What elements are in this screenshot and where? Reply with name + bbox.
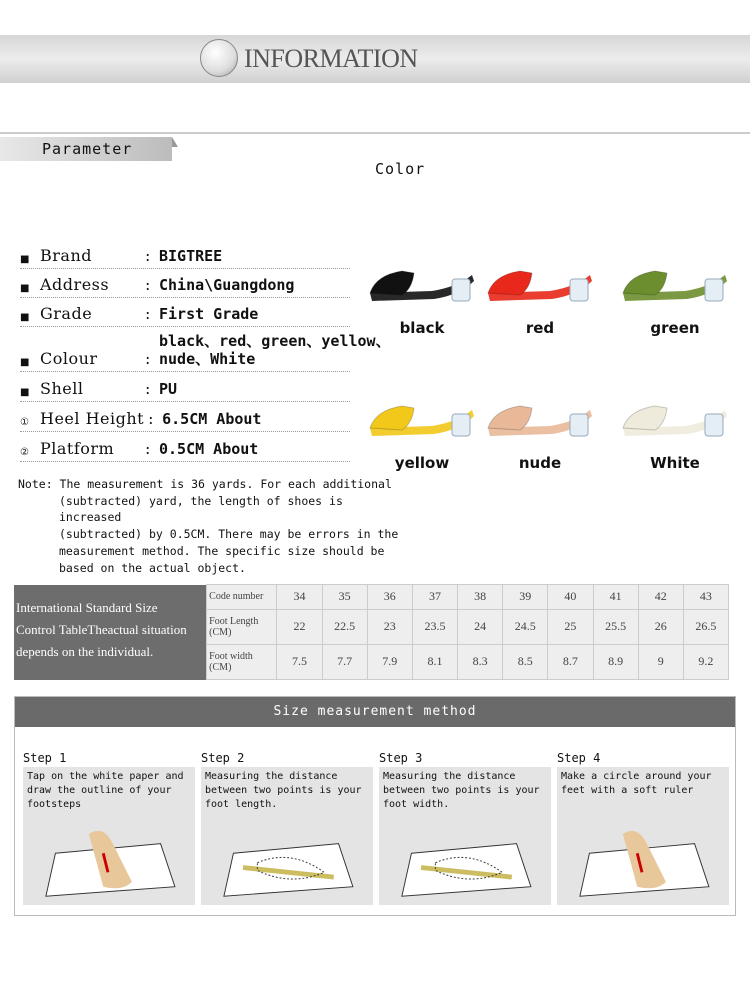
foot-illustration-icon	[33, 815, 183, 901]
bullet-icon: ■	[20, 357, 30, 368]
colon: :	[145, 304, 151, 323]
bullet-icon: ①	[20, 417, 29, 428]
sandal-image	[480, 380, 600, 450]
colon: :	[145, 379, 151, 398]
spec-value: black、red、green、yellow、 nude、White	[159, 332, 391, 368]
spec-value: BIGTREE	[159, 247, 223, 265]
spec-key: Heel Height	[40, 409, 145, 428]
step-panel	[557, 767, 729, 905]
sandal-image	[615, 380, 735, 450]
shoe-yellow[interactable]	[362, 380, 482, 472]
spec-row-grade	[20, 298, 350, 327]
spec-key: Brand	[40, 246, 92, 265]
spec-row-heel-height	[20, 402, 350, 432]
table-cell: 42	[638, 585, 683, 610]
table-cell: 7.7	[322, 644, 367, 679]
header-title: INFORMATION	[244, 44, 418, 73]
note-line: measurement method. The specific size should be	[59, 543, 385, 558]
shoe-white[interactable]	[615, 380, 735, 472]
table-cell: 8.7	[548, 644, 593, 679]
step-label: Step 4	[557, 751, 601, 765]
table-cell: 40	[548, 585, 593, 610]
foot-illustration-icon	[567, 815, 717, 901]
step-2	[201, 751, 373, 905]
colon: :	[145, 275, 151, 294]
spec-key: Shell	[40, 379, 84, 398]
spec-key: Grade	[40, 304, 93, 323]
table-cell: 8.1	[412, 644, 457, 679]
table-cell: 38	[458, 585, 503, 610]
table-row	[14, 585, 729, 610]
note-line: Note: The measurement is 36 yards. For each additional	[18, 477, 392, 491]
color-label: White	[650, 454, 700, 472]
table-cell: 23.5	[412, 609, 457, 644]
shoe-black[interactable]	[362, 245, 482, 337]
information-header	[0, 35, 750, 83]
step-panel	[201, 767, 373, 905]
table-cell: 41	[593, 585, 638, 610]
divider	[0, 132, 750, 134]
table-lead: International Standard Size Control TableTheactual situation depends on the individual.	[14, 585, 207, 680]
table-cell: 34	[277, 585, 322, 610]
bullet-icon: ②	[20, 447, 29, 458]
spec-row-address	[20, 269, 350, 298]
color-label: red	[525, 319, 555, 337]
table-cell: 25.5	[593, 609, 638, 644]
step-4	[557, 751, 729, 905]
ruler-illustration-icon	[211, 815, 361, 901]
spec-key: Address	[40, 275, 110, 294]
circle-ornament-icon	[200, 39, 238, 77]
table-cell: 22.5	[322, 609, 367, 644]
spec-row-shell	[20, 372, 350, 402]
spec-value: 6.5CM About	[162, 410, 262, 428]
shoe-green[interactable]	[615, 245, 735, 337]
step-panel	[379, 767, 551, 905]
table-cell: 24	[458, 609, 503, 644]
step-label: Step 2	[201, 751, 245, 765]
color-label: yellow	[394, 454, 450, 472]
spec-value: PU	[159, 380, 178, 398]
step-label: Step 1	[23, 751, 67, 765]
step-text: Measuring the distance between two points is your foot width.	[383, 771, 540, 810]
table-cell: 7.9	[367, 644, 412, 679]
color-heading: Color	[375, 160, 426, 178]
step-text: Make a circle around your feet with a soft ruler	[561, 771, 712, 796]
sandal-image	[362, 245, 482, 315]
spec-value: First Grade	[159, 305, 259, 323]
step-1	[23, 751, 195, 905]
step-text: Measuring the distance between two points is your foot length.	[205, 771, 362, 810]
note-line: (subtracted) yard, the length of shoes is increased	[59, 493, 343, 525]
parameter-tab: Parameter	[0, 137, 172, 161]
table-cell: 36	[367, 585, 412, 610]
table-cell: 24.5	[503, 609, 548, 644]
table-cell: 22	[277, 609, 322, 644]
sandal-image	[480, 245, 600, 315]
table-cell: 25	[548, 609, 593, 644]
note-line: (subtracted) by 0.5CM. There may be errors in the	[59, 527, 399, 542]
step-text: Tap on the white paper and draw the outline of your footsteps	[27, 771, 184, 810]
sandal-image	[362, 380, 482, 450]
table-cell: 39	[503, 585, 548, 610]
table-cell: 8.3	[458, 644, 503, 679]
step-panel	[23, 767, 195, 905]
colon: :	[145, 439, 151, 458]
spec-key: Colour	[40, 349, 98, 368]
spec-value: China\Guangdong	[159, 276, 295, 294]
table-cell: 43	[683, 585, 728, 610]
bullet-icon: ■	[20, 312, 30, 323]
size-table	[14, 584, 729, 680]
table-cell: 8.9	[593, 644, 638, 679]
size-note	[18, 476, 408, 576]
bullet-icon: ■	[20, 283, 30, 294]
spec-key: Platform	[40, 439, 115, 458]
table-cell: 26	[638, 609, 683, 644]
color-label: nude	[518, 454, 562, 472]
spec-row-platform	[20, 432, 350, 462]
method-title: Size measurement method	[15, 697, 735, 727]
step-3	[379, 751, 551, 905]
table-cell: 7.5	[277, 644, 322, 679]
table-cell: 8.5	[503, 644, 548, 679]
table-cell: 26.5	[683, 609, 728, 644]
row-header: Code number	[207, 585, 277, 610]
colon: :	[148, 409, 154, 428]
row-header: Foot width (CM)	[207, 644, 277, 679]
colon: :	[145, 246, 151, 265]
spec-row-brand	[20, 240, 350, 269]
bullet-icon: ■	[20, 254, 30, 265]
shoe-red[interactable]	[480, 245, 600, 337]
shoe-nude[interactable]	[480, 380, 600, 472]
row-header: Foot Length (CM)	[207, 609, 277, 644]
note-line: based on the actual object.	[59, 560, 246, 575]
color-label: green	[650, 319, 700, 337]
table-cell: 37	[412, 585, 457, 610]
spec-value: 0.5CM About	[159, 440, 259, 458]
sandal-image	[615, 245, 735, 315]
ruler-illustration-icon	[389, 815, 539, 901]
table-cell: 9.2	[683, 644, 728, 679]
color-label: black	[399, 319, 445, 337]
bullet-icon: ■	[20, 387, 30, 398]
table-cell: 35	[322, 585, 367, 610]
size-measurement-method	[14, 696, 736, 916]
spec-row-colour	[20, 327, 391, 372]
colon: :	[145, 349, 151, 368]
table-cell: 9	[638, 644, 683, 679]
table-cell: 23	[367, 609, 412, 644]
step-label: Step 3	[379, 751, 423, 765]
